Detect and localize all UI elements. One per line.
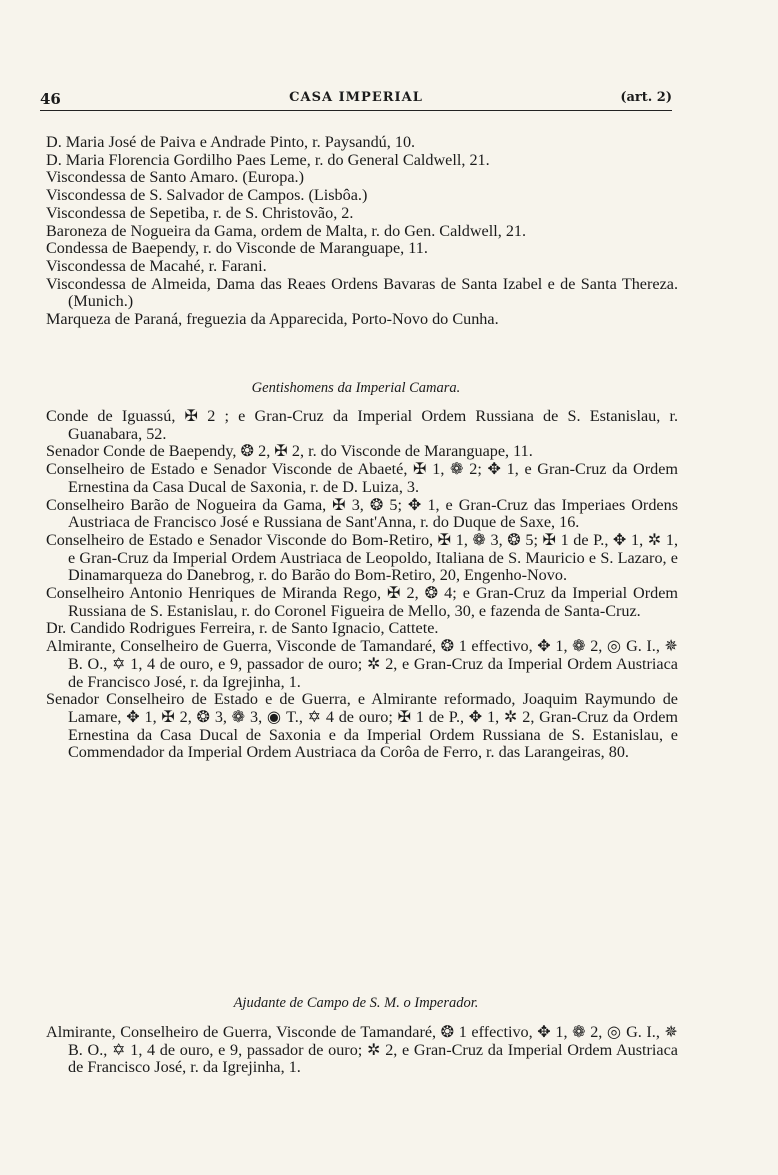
- list-item: Baroneza de Nogueira da Gama, ordem de Malta, r. do Gen. Caldwell, 21.: [46, 221, 527, 240]
- list-item: Viscondessa de Santo Amaro. (Europa.): [46, 168, 304, 187]
- list-item: Almirante, Conselheiro de Guerra, Visconde de Tamandaré, ❂ 1 effectivo, ✥ 1, ❁ 2, ◎ G. I., ✵ B. O., ✡ 1, 4 de ouro, e 9, passador de ouro; ✲ 2, e Gran-Cruz da Imperial Ordem Austriaca de Francisco José, r. da Igrejinha, 1.: [46, 1023, 678, 1077]
- list-item: Condessa de Baependy, r. do Visconde de Maranguape, 11.: [46, 239, 428, 258]
- list-item: Viscondessa de Sepetiba, r. de S. Christovão, 2.: [46, 203, 354, 222]
- ladies-list: [46, 134, 678, 329]
- list-item: Viscondessa de S. Salvador de Campos. (Lisbôa.): [46, 186, 368, 205]
- running-title: CASA IMPERIAL: [289, 90, 423, 105]
- list-item: Dr. Candido Rodrigues Ferreira, r. de Santo Ignacio, Cattete.: [46, 619, 439, 638]
- list-item: Conselheiro Antonio Henriques de Miranda Rego, ✠ 2, ❂ 4; e Gran-Cruz da Imperial Ordem Russiana de S. Estanislau, r. do Coronel Figueira de Mello, 30, e fazenda de Santa-Cruz.: [46, 584, 678, 620]
- list-item: Conde de Iguassú, ✠ 2 ; e Gran-Cruz da Imperial Ordem Russiana de S. Estanislau, r. Guanabara, 52.: [46, 407, 678, 443]
- page-header: [40, 88, 672, 111]
- aides-list: [46, 1024, 678, 1077]
- list-item: D. Maria Florencia Gordilho Paes Leme, r. do General Caldwell, 21.: [46, 150, 490, 169]
- list-item: D. Maria José de Paiva e Andrade Pinto, r. Paysandú, 10.: [46, 133, 416, 151]
- list-item: Viscondessa de Macahé, r. Farani.: [46, 256, 267, 275]
- gentlemen-list: [46, 408, 678, 762]
- list-item: Senador Conde de Baependy, ❂ 2, ✠ 2, r. do Visconde de Maranguape, 11.: [46, 442, 533, 461]
- list-item: Viscondessa de Almeida, Dama das Reaes Ordens Bavaras de Santa Izabel e de Santa Thereza. (Munich.): [46, 274, 678, 311]
- section-heading-gentlemen: Gentishomens da Imperial Camara.: [251, 380, 461, 396]
- list-item: Conselheiro de Estado e Senador Visconde do Bom-Retiro, ✠ 1, ❁ 3, ❂ 5; ✠ 1 de P., ✥ 1, ✲ 1, e Gran-Cruz da Imperial Ordem Austriaca de Leopoldo, Italiana de S. Mauricio e S. Lazaro, e Dinamarqueza do Danebrog, r. do Barão do Bom-Retiro, 20, Engenho-Novo.: [46, 530, 678, 585]
- list-item: Conselheiro de Estado e Senador Visconde de Abaeté, ✠ 1, ❁ 2; ✥ 1, e Gran-Cruz da Ordem Ernestina da Casa Ducal de Saxonia, r. de D. Luiza, 3.: [46, 460, 678, 496]
- list-item: Almirante, Conselheiro de Guerra, Visconde de Tamandaré, ❂ 1 effectivo, ✥ 1, ❁ 2, ◎ G. I., ✵ B. O., ✡ 1, 4 de ouro, e 9, passador de ouro; ✲ 2, e Gran-Cruz da Imperial Ordem Austriaca de Francisco José, r. da Igrejinha, 1.: [46, 637, 678, 691]
- list-item: Senador Conselheiro de Estado e de Guerra, e Almirante reformado, Joaquim Raymundo de Lamare, ✥ 1, ✠ 2, ❂ 3, ❁ 3, ◉ T., ✡ 4 de ouro; ✠ 1 de P., ✥ 1, ✲ 2, Gran-Cruz da Ordem Ernestina da Casa Ducal de Saxonia e da Imperial Ordem Russiana de S. Estanislau, e Commendador da Imperial Ordem Austriaca da Corôa de Ferro, r. das Larangeiras, 80.: [46, 690, 678, 762]
- list-item: Marqueza de Paraná, freguezia da Apparecida, Porto-Novo do Cunha.: [46, 310, 499, 329]
- section-heading-aides: Ajudante de Campo de S. M. o Imperador.: [233, 995, 479, 1011]
- article-reference: (art. 2): [620, 90, 672, 105]
- list-item: Conselheiro Barão de Nogueira da Gama, ✠ 3, ❂ 5; ✥ 1, e Gran-Cruz das Imperiaes Ordens Austriaca de Francisco José e Russiana de Sant'Anna, r. do Duque de Saxe, 16.: [46, 495, 678, 532]
- page-number: 46: [40, 90, 61, 108]
